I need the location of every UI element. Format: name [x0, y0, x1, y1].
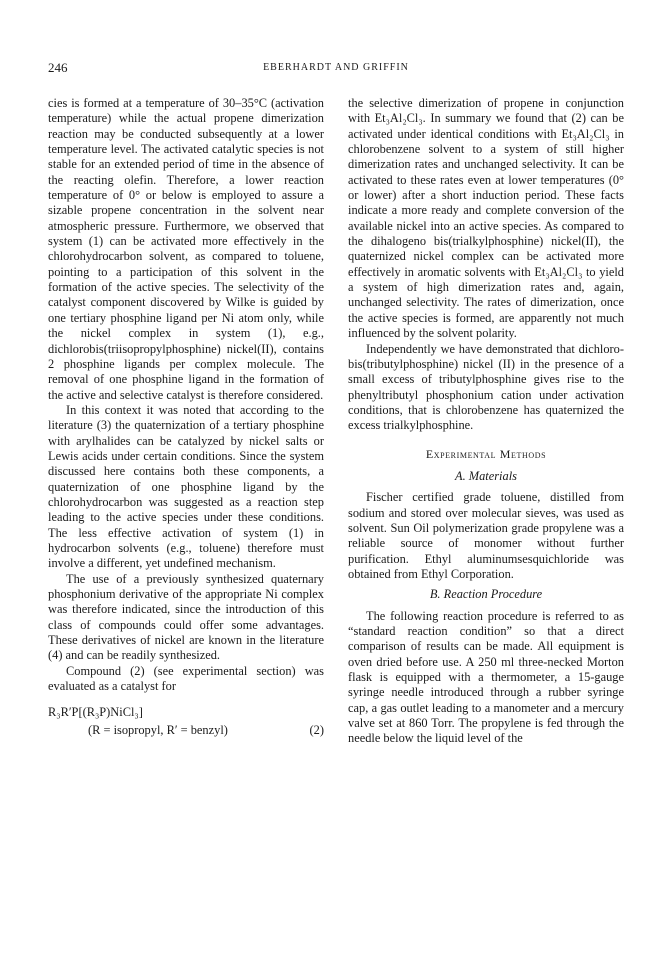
right-column	[348, 96, 624, 747]
paragraph: cies is formed at a temperature of 30–35°C (activation temperature) while the actual propene dimerization reaction may be conducted subsequently at a lower temperature level. The activated catalytic species is not stable for an extended period of time in the absence of the reacting olefin. Therefore, a lower reaction temperature of 0° or below is employed to assure a sizable propene concentration in the solvent near atmospheric pressure. Furthermore, we observed that system (1) can be activated more effectively in the chlorohydrocarbon solvent, as compared to toluene, pointing to a participation of this solvent in the formation of the active species. The selectivity of the catalyst component discovered by Wilke is guided by one tertiary phosphine ligand per Ni atom only, while the nickel complex in system (1), e.g., dichlorobis(triisopropylphosphine) nickel(II), contains 2 phosphine ligands per complex molecule. The removal of one phosphine ligand in the formation of the active and selective catalyst is therefore considered.	[48, 96, 324, 402]
page-header	[48, 60, 624, 80]
paragraph: the selective dimerization of propene in conjunction with Et₃Al₂Cl₃. In summary we found that (2) can be activated under identical conditions with Et₃Al₂Cl₃ in chlorobenzene solvent to a system of still higher dimerization rates and unchanged selectivity. It can be activated to these rates even at lower temperatures (0° or lower) after a short induction period. These facts indicate a more ready and complete conversion of the available nickel into an active species. As compared to the dihalogeno bis(trialkylphosphine) nickel(II), the quaternized nickel complex can be activated more effectively in aromatic solvents with Et₃Al₂Cl₃ to yield a system of high dimerization rates and, again, unchanged selectivity. The rates of dimerization, once the active species is formed, are apparently not much influenced by the solvent polarity.	[348, 96, 624, 341]
running-head: EBERHARDT AND GRIFFIN	[263, 62, 409, 73]
paragraph: Fischer certified grade toluene, distilled from sodium and stored over molecular sieves, was used as solvent. Sun Oil polymerization grade propylene was a reliable source of monomer without further purification. Ethyl aluminumsesquichloride was obtained from Ethyl Corporation.	[348, 490, 624, 581]
formula-definition-line	[48, 723, 324, 738]
chemical-formula: R₃R′P[(R₃P)NiCl₃]	[48, 705, 143, 720]
formula-number: (2)	[309, 722, 324, 737]
subsection-heading: A. Materials	[455, 468, 517, 483]
paragraph: In this context it was noted that according to the literature (3) the quaternization of a tertiary phosphine with arylhalides can be catalyzed by nickel salts or Lewis acids under certain conditions. Since the system discussed here contains both these components, a quaternization of one phosphine ligand by the chlorohydrocarbon was suggested as a reaction step leading to the active species under these conditions. The less effective activation of system (1) in hydrocarbon solvents (e.g., toluene) therefore must involve a different, yet undefined mechanism.	[48, 402, 324, 571]
subsection-heading: B. Reaction Procedure	[429, 587, 543, 602]
formula-definition: (R = isopropyl, R′ = benzyl)	[88, 722, 228, 737]
paragraph: The following reaction procedure is referred to as “standard reaction condition” so that a direct comparison of results can be made. All equipment is oven dried before use. A 250 ml three-necked Morton flask is equipped with a thermometer, a 15-gauge syringe needle introduced through a rubber syringe cap, a gas outlet leading to a manometer and a mercury valve set at 860 Torr. The propylene is fed through the needle below the liquid level of the	[348, 608, 624, 746]
paragraph: The use of a previously synthesized quaternary phosphonium derivative of the appropriate Ni complex was therefore indicated, since the introduction of this class of compounds could offer some advantages. These derivatives of nickel are known in the literature (4) and can be readily synthesized.	[48, 571, 324, 663]
page-number: 246	[48, 60, 68, 75]
left-column	[48, 96, 324, 738]
paragraph: Independently we have demonstrated that dichloro-bis(tributylphosphine) nickel (II) in the presence of a small excess of tributylphosphine gives rise to the phenyltributyl phosphonium cation under activation conditions, that is chlorobenzene has quaternized the excess trialkylphosphine.	[348, 341, 624, 433]
paragraph: Compound (2) (see experimental section) was evaluated as a catalyst for	[48, 663, 324, 694]
section-heading: Experimental Methods	[425, 446, 547, 461]
